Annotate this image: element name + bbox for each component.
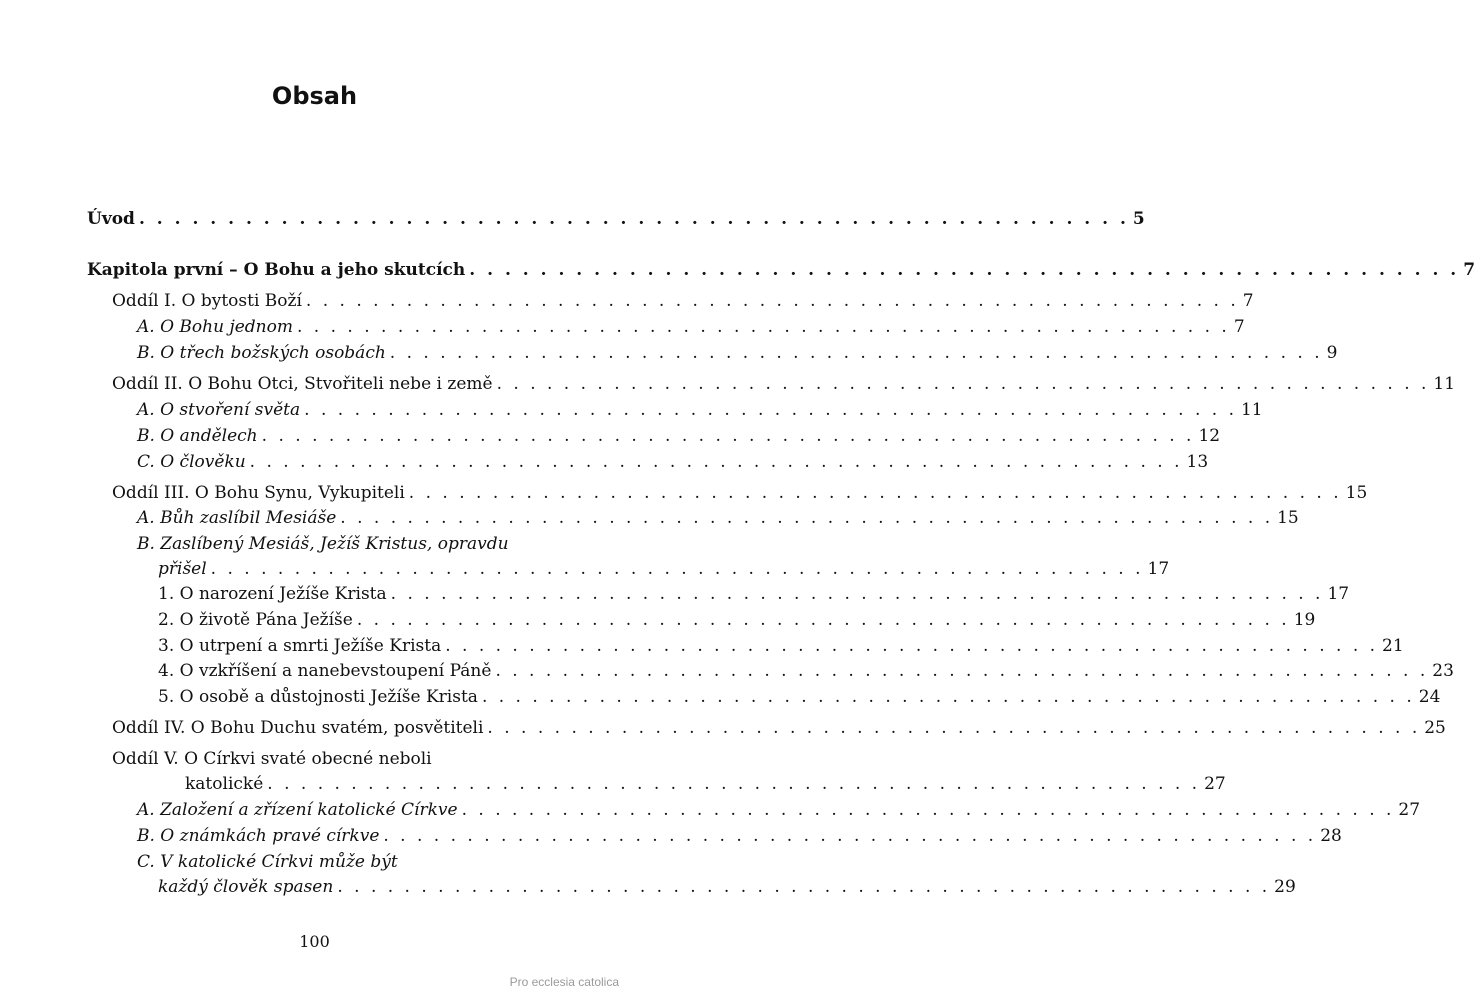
toc-entry-section-2 [112, 373, 1456, 395]
toc-entry-text: B. O andělech [137, 426, 258, 446]
toc-entry-text: A. Založení a zřízení katolické Církve [137, 800, 458, 820]
toc-entry-1b [137, 342, 1338, 364]
toc-entry-text: 3. O utrpení a smrti Ježíše Krista [158, 636, 442, 656]
toc-entry-2c [137, 451, 1209, 473]
toc-page-number: 9 [1326, 343, 1338, 363]
toc-entry-text: 1. O narození Ježíše Krista [158, 584, 387, 604]
toc-page-number: 7 [1242, 291, 1254, 311]
toc-entry-text: A. Bůh zaslíbil Mesiáše [137, 508, 337, 528]
toc-page-number: 12 [1198, 426, 1221, 446]
dot-leader: . . . . . . . . . . . . . . . . . . . . . . . . . . . . . . . . . . . . . . . . . . . . . . . . . . . . . . . . [356, 610, 1290, 630]
dot-leader: . . . . . . . . . . . . . . . . . . . . . . . . . . . . . . . . . . . . . . . . . . . . . . . . . . . . . . . . [495, 661, 1429, 681]
toc-entry-3b1 [158, 583, 1350, 605]
dot-leader: . . . . . . . . . . . . . . . . . . . . . . . . . . . . . . . . . . . . . . . . . . . . . . . . . . . . . . . . [445, 636, 1379, 656]
dot-leader: . . . . . . . . . . . . . . . . . . . . . . . . . . . . . . . . . . . . . . . . . . . . . . . . . . . . . . . . [304, 400, 1237, 420]
dot-leader: . . . . . . . . . . . . . . . . . . . . . . . . . . . . . . . . . . . . . . . . . . . . . . . . . . . . . . . . [138, 209, 1129, 229]
dot-leader: . . . . . . . . . . . . . . . . . . . . . . . . . . . . . . . . . . . . . . . . . . . . . . . . . . . . . . . . [261, 426, 1195, 446]
toc-entry-text: Oddíl I. O bytosti Boží [112, 291, 302, 311]
toc-entry-uvod [87, 208, 1145, 230]
dot-leader: . . . . . . . . . . . . . . . . . . . . . . . . . . . . . . . . . . . . . . . . . . . . . . . . . . . . . . . . [337, 877, 1271, 897]
toc-entry-2b [137, 425, 1221, 447]
dot-leader: . . . . . . . . . . . . . . . . . . . . . . . . . . . . . . . . . . . . . . . . . . . . . . . . . . . . . . . . [305, 291, 1239, 311]
toc-entry-text: B. O třech božských osobách [137, 343, 386, 363]
page-number: 100 [299, 932, 330, 951]
toc-entry-text: A. O Bohu jednom [137, 317, 293, 337]
dot-leader: . . . . . . . . . . . . . . . . . . . . . . . . . . . . . . . . . . . . . . . . . . . . . . . . . . . . . . . . [383, 826, 1317, 846]
toc-entry-section-5-line1: Oddíl V. O Církvi svaté obecné neboli [112, 749, 432, 769]
toc-page-number: 17 [1327, 584, 1350, 604]
watermark: Pro ecclesia catolica [509, 975, 619, 989]
toc-page-number: 28 [1320, 826, 1342, 846]
toc-entry-section-3 [112, 482, 1368, 504]
toc-entry-text: katolické [185, 774, 264, 794]
dot-leader: . . . . . . . . . . . . . . . . . . . . . . . . . . . . . . . . . . . . . . . . . . . . . . . . . . . . . . . . [496, 374, 1430, 394]
toc-entry-3b2 [158, 609, 1316, 631]
toc-entry-section-1 [112, 290, 1254, 312]
toc-entry-text: C. O člověku [137, 452, 246, 472]
toc-page-number: 25 [1424, 718, 1446, 738]
toc-entry-text: přišel [158, 559, 207, 579]
dot-leader: . . . . . . . . . . . . . . . . . . . . . . . . . . . . . . . . . . . . . . . . . . . . . . . . . . . . . . . . [481, 687, 1415, 707]
toc-entry-3b-line1: B. Zaslíbený Mesiáš, Ježíš Kristus, opravdu [137, 534, 509, 554]
toc-page-number: 27 [1204, 774, 1226, 794]
toc-page-number: 15 [1277, 508, 1299, 528]
toc-page-number: 15 [1345, 483, 1368, 503]
toc-entry-5a [137, 799, 1421, 821]
toc-entry-3b [158, 558, 1170, 580]
dot-leader: . . . . . . . . . . . . . . . . . . . . . . . . . . . . . . . . . . . . . . . . . . . . . . . . . . . . . . . . [210, 559, 1144, 579]
toc-page-number: 29 [1274, 877, 1296, 897]
toc-entry-text: 2. O životě Pána Ježíše [158, 610, 353, 630]
dot-leader: . . . . . . . . . . . . . . . . . . . . . . . . . . . . . . . . . . . . . . . . . . . . . . . . . . . . . . . . [389, 343, 1323, 363]
toc-page-number: 27 [1398, 800, 1421, 820]
toc-page-number: 11 [1433, 374, 1456, 394]
toc-page-number: 24 [1418, 687, 1441, 707]
toc-page-number: 17 [1147, 559, 1170, 579]
toc-entry-chapter-1 [87, 259, 1475, 281]
dot-leader: . . . . . . . . . . . . . . . . . . . . . . . . . . . . . . . . . . . . . . . . . . . . . . . . . . . . . . . . [340, 508, 1274, 528]
toc-page-number: 11 [1240, 400, 1263, 420]
toc-entry-text: Kapitola první – O Bohu a jeho skutcích [87, 260, 466, 280]
toc-entry-text: Oddíl III. O Bohu Synu, Vykupiteli [112, 483, 405, 503]
toc-entry-text: A. O stvoření světa [137, 400, 301, 420]
toc-page-number: 19 [1293, 610, 1316, 630]
toc-entry-text: 4. O vzkříšení a nanebevstoupení Páně [158, 661, 492, 681]
toc-page-number: 5 [1132, 209, 1145, 229]
dot-leader: . . . . . . . . . . . . . . . . . . . . . . . . . . . . . . . . . . . . . . . . . . . . . . . . . . . . . . . . [469, 260, 1460, 280]
toc-entry-3b5 [158, 686, 1441, 708]
toc-entry-text: B. O známkách pravé církve [137, 826, 380, 846]
toc-page-number: 13 [1186, 452, 1209, 472]
toc-entry-5b [137, 825, 1342, 847]
toc-entry-text: Oddíl IV. O Bohu Duchu svatém, posvětiteli [112, 718, 484, 738]
dot-leader: . . . . . . . . . . . . . . . . . . . . . . . . . . . . . . . . . . . . . . . . . . . . . . . . . . . . . . . . [390, 584, 1324, 604]
toc-entry-text: Oddíl II. O Bohu Otci, Stvořiteli nebe i země [112, 374, 493, 394]
toc-entry-3b4 [158, 660, 1454, 682]
toc-entry-3a [137, 507, 1299, 529]
toc-entry-5c [158, 876, 1296, 898]
toc-entry-text: Úvod [87, 209, 135, 229]
toc-page-number: 7 [1463, 260, 1475, 280]
toc-entry-1a [137, 316, 1245, 338]
dot-leader: . . . . . . . . . . . . . . . . . . . . . . . . . . . . . . . . . . . . . . . . . . . . . . . . . . . . . . . . [461, 800, 1395, 820]
toc-entry-section-4 [112, 717, 1446, 739]
page-title: Obsah [271, 82, 358, 110]
toc-page-number: 21 [1382, 636, 1404, 656]
toc-entry-2a [137, 399, 1263, 421]
dot-leader: . . . . . . . . . . . . . . . . . . . . . . . . . . . . . . . . . . . . . . . . . . . . . . . . . . . . . . . . [267, 774, 1201, 794]
toc-page-number: 7 [1233, 317, 1245, 337]
toc-entry-text: každý člověk spasen [158, 877, 334, 897]
dot-leader: . . . . . . . . . . . . . . . . . . . . . . . . . . . . . . . . . . . . . . . . . . . . . . . . . . . . . . . . [249, 452, 1183, 472]
toc-entry-5c-line1: C. V katolické Církvi může být [137, 852, 398, 872]
toc-entry-section-5 [185, 773, 1226, 795]
toc-entry-3b3 [158, 635, 1404, 657]
dot-leader: . . . . . . . . . . . . . . . . . . . . . . . . . . . . . . . . . . . . . . . . . . . . . . . . . . . . . . . . [487, 718, 1421, 738]
dot-leader: . . . . . . . . . . . . . . . . . . . . . . . . . . . . . . . . . . . . . . . . . . . . . . . . . . . . . . . . [408, 483, 1342, 503]
toc-page-number: 23 [1432, 661, 1454, 681]
toc-entry-text: 5. O osobě a důstojnosti Ježíše Krista [158, 687, 478, 707]
dot-leader: . . . . . . . . . . . . . . . . . . . . . . . . . . . . . . . . . . . . . . . . . . . . . . . . . . . . . . . . [296, 317, 1230, 337]
